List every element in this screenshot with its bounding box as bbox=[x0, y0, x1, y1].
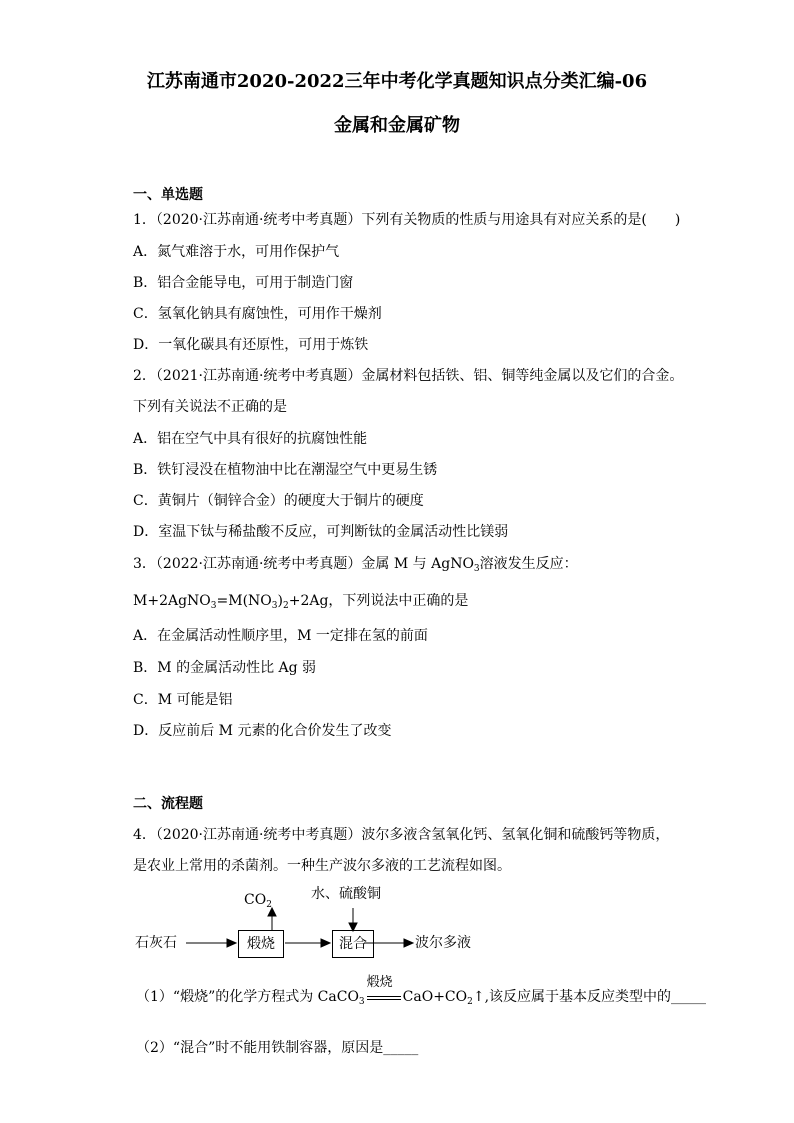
text: CaO+CO bbox=[402, 989, 468, 1005]
option: B．M 的金属活动性比 Ag 弱 bbox=[133, 660, 317, 676]
option: C．氢氧化钠具有腐蚀性，可用作干燥剂 bbox=[133, 306, 382, 322]
flow-step-mix: 混合 bbox=[332, 930, 374, 958]
flow-output: 波尔多液 bbox=[415, 935, 471, 951]
question-stem-cont: 下列有关说法不正确的是 bbox=[133, 399, 287, 415]
condition-label: 煅烧 bbox=[366, 975, 393, 990]
eq-part: M+2AgNO bbox=[133, 593, 211, 609]
sub-question-2: （2）“混合”时不能用铁制容器，原因是_____ bbox=[136, 1040, 419, 1056]
eq-part: ) bbox=[277, 593, 283, 609]
option: A．氮气难溶于水，可用作保护气 bbox=[133, 244, 340, 260]
eq-part: =M(NO bbox=[216, 593, 272, 609]
option: B．铁钉浸没在植物油中比在潮湿空气中更易生锈 bbox=[133, 462, 438, 478]
equals-sign bbox=[367, 996, 401, 1000]
option: D．反应前后 M 元素的化合价发生了改变 bbox=[133, 723, 392, 739]
doc-subtitle: 金属和金属矿物 bbox=[334, 115, 460, 136]
subscript: 3 bbox=[210, 601, 217, 611]
flow-gas bbox=[244, 891, 272, 914]
gas-formula: CO bbox=[244, 892, 267, 908]
stem-text: 3．（2022·江苏南通·统考中考真题）金属 M 与 AgNO bbox=[133, 556, 474, 572]
stem-text: 溶液发生反应： bbox=[479, 556, 578, 572]
option: C．黄铜片（铜锌合金）的硬度大于铜片的硬度 bbox=[133, 493, 424, 509]
option: A．在金属活动性顺序里，M 一定排在氢的前面 bbox=[133, 628, 428, 644]
subscript: 3 bbox=[358, 997, 365, 1007]
subscript: 2 bbox=[266, 900, 272, 910]
text: （1）“煅烧”的化学方程式为 CaCO bbox=[136, 989, 359, 1005]
question-stem: 4．（2020·江苏南通·统考中考真题）波尔多液含氢氧化钙、氢氧化铜和硫酸钙等物质， bbox=[133, 827, 670, 843]
question-stem: 2．（2021·江苏南通·统考中考真题）金属材料包括铁、铝、铜等纯金属以及它们的合金。 bbox=[133, 368, 684, 384]
flow-step-calcine: 煅烧 bbox=[238, 930, 284, 958]
option: B．铝合金能导电，可用于制造门窗 bbox=[133, 275, 354, 291]
flow-reagent: 水、硫酸铜 bbox=[311, 886, 381, 902]
subscript: 3 bbox=[473, 564, 480, 574]
option: C．M 可能是铝 bbox=[133, 692, 233, 708]
subscript: 2 bbox=[282, 601, 289, 611]
subscript: 2 bbox=[467, 997, 473, 1007]
section-heading: 一、单选题 bbox=[133, 187, 203, 203]
option: D．一氧化碳具有还原性，可用于炼铁 bbox=[133, 337, 369, 353]
question-stem: 1．（2020·江苏南通·统考中考真题）下列有关物质的性质与用途具有对应关系的是( ) bbox=[133, 212, 681, 228]
question-stem-cont: 是农业上常用的杀菌剂。一种生产波尔多液的工艺流程如图。 bbox=[133, 858, 511, 874]
option: A．铝在空气中具有很好的抗腐蚀性能 bbox=[133, 431, 368, 447]
reaction-condition bbox=[365, 975, 403, 1006]
flow-input: 石灰石 bbox=[135, 935, 177, 951]
sub-question-1 bbox=[136, 975, 707, 1011]
doc-title: 江苏南通市2020-2022三年中考化学真题知识点分类汇编-06 bbox=[146, 71, 648, 92]
eq-part: +2Ag，下列说法中正确的是 bbox=[288, 593, 469, 609]
text: ↑,该反应属于基本反应类型中的_____ bbox=[472, 989, 707, 1005]
option: D．室温下钛与稀盐酸不反应，可判断钛的金属活动性比镁弱 bbox=[133, 524, 509, 540]
section-heading: 二、流程题 bbox=[133, 796, 203, 812]
subscript: 3 bbox=[271, 601, 278, 611]
